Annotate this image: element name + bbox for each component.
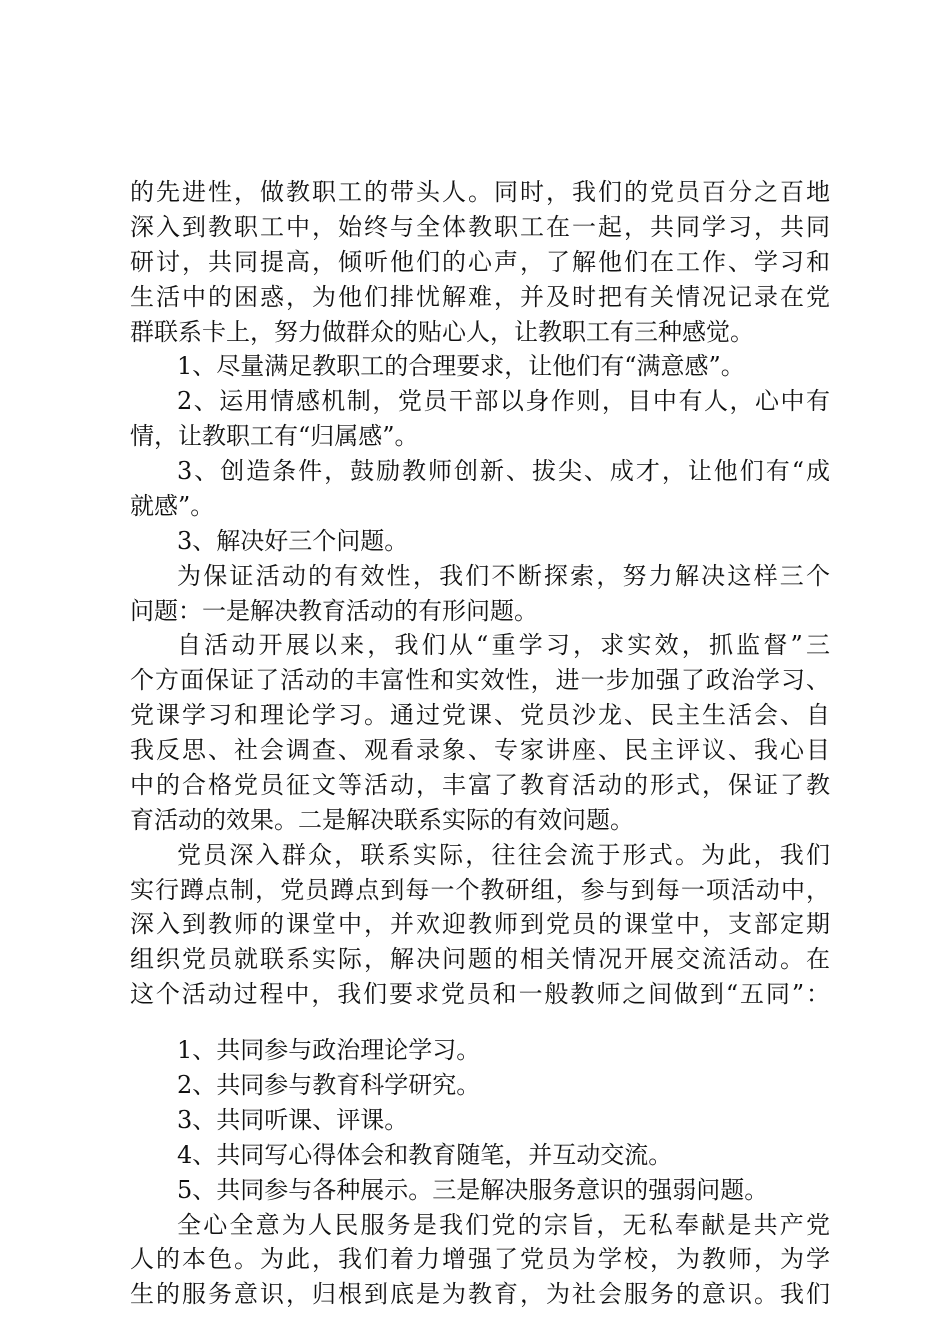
- text-line: 生的服务意识，归根到底是为教育，为社会服务的意识。我们: [130, 1280, 830, 1308]
- paragraph-start: 自活动开展以来，我们从“重学习，求实效，抓监督”三: [177, 631, 830, 659]
- text-line: 这个活动过程中，我们要求党员和一般教师之间做到“五同”：: [130, 980, 830, 1008]
- section-heading: 3、解决好三个问题。: [177, 527, 409, 555]
- text-line: 群联系卡上，努力做群众的贴心人，让教职工有三种感觉。: [130, 318, 754, 346]
- text-line: 党课学习和理论学习。通过党课、党员沙龙、民主生活会、自: [130, 701, 830, 729]
- text-line: 研讨，共同提高，倾听他们的心声，了解他们在工作、学习和: [130, 248, 830, 276]
- text-line: 情，让教职工有“归属感”。: [130, 422, 419, 450]
- list-item: 3、创造条件，鼓励教师创新、拔尖、成才，让他们有“成: [177, 457, 830, 485]
- list-item: 3、共同听课、评课。: [177, 1106, 409, 1134]
- text-line: 就感”。: [130, 492, 215, 520]
- text-line: 育活动的效果。二是解决联系实际的有效问题。: [130, 806, 634, 834]
- text-line: 组织党员就联系实际，解决问题的相关情况开展交流活动。在: [130, 945, 830, 973]
- paragraph-start: 全心全意为人民服务是我们党的宗旨，无私奉献是共产党: [177, 1211, 830, 1239]
- list-item: 4、共同写心得体会和教育随笔，并互动交流。: [177, 1141, 673, 1169]
- text-line: 我反思、社会调查、观看录象、专家讲座、民主评议、我心目: [130, 736, 830, 764]
- text-line: 中的合格党员征文等活动，丰富了教育活动的形式，保证了教: [130, 771, 830, 799]
- text-line: 个方面保证了活动的丰富性和实效性，进一步加强了政治学习、: [130, 666, 830, 694]
- text-line: 的先进性，做教职工的带头人。同时，我们的党员百分之百地: [130, 178, 830, 206]
- text-line: 实行蹲点制，党员蹲点到每一个教研组，参与到每一项活动中，: [130, 876, 830, 904]
- list-item: 2、共同参与教育科学研究。: [177, 1071, 481, 1099]
- list-item: 1、尽量满足教职工的合理要求，让他们有“满意感”。: [177, 352, 745, 380]
- text-line: 问题：一是解决教育活动的有形问题。: [130, 597, 538, 625]
- text-line: 深入到教职工中，始终与全体教职工在一起，共同学习，共同: [130, 213, 830, 241]
- text-line: 人的本色。为此，我们着力增强了党员为学校，为教师，为学: [130, 1245, 830, 1273]
- list-item: 2、运用情感机制，党员干部以身作则，目中有人，心中有: [177, 387, 830, 415]
- list-item: 1、共同参与政治理论学习。: [177, 1036, 481, 1064]
- list-item: 5、共同参与各种展示。三是解决服务意识的强弱问题。: [177, 1176, 769, 1204]
- paragraph-start: 党员深入群众，联系实际，往往会流于形式。为此，我们: [177, 841, 830, 869]
- paragraph-start: 为保证活动的有效性，我们不断探索，努力解决这样三个: [177, 562, 830, 590]
- text-line: 生活中的困惑，为他们排忧解难，并及时把有关情况记录在党: [130, 283, 830, 311]
- text-line: 深入到教师的课堂中，并欢迎教师到党员的课堂中，支部定期: [130, 910, 830, 938]
